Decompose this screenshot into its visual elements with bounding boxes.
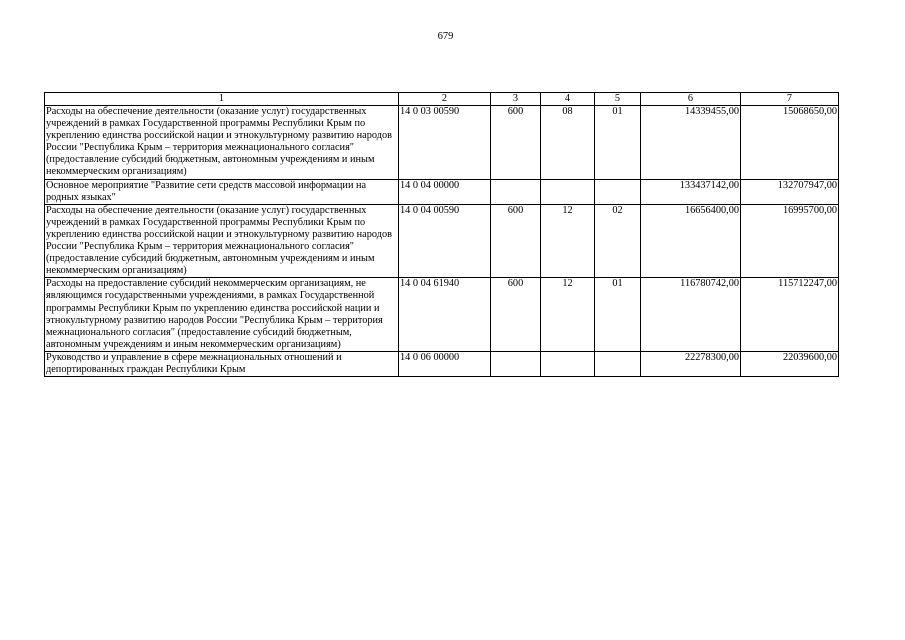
amount-col7: 115712247,00	[741, 278, 839, 352]
target-article-code: 14 0 04 61940	[399, 278, 491, 352]
expense-type-code	[491, 179, 541, 204]
table-row	[45, 351, 839, 376]
amount-col6: 22278300,00	[641, 351, 741, 376]
column-header: 7	[741, 93, 839, 106]
column-header: 5	[595, 93, 641, 106]
subsection-code	[595, 179, 641, 204]
table-row	[45, 204, 839, 278]
column-header: 6	[641, 93, 741, 106]
target-article-code: 14 0 04 00000	[399, 179, 491, 204]
column-header: 2	[399, 93, 491, 106]
table-row	[45, 278, 839, 352]
amount-col7: 15068650,00	[741, 106, 839, 180]
amount-col7: 16995700,00	[741, 204, 839, 278]
section-code	[541, 179, 595, 204]
amount-col6: 14339455,00	[641, 106, 741, 180]
budget-table	[44, 92, 839, 377]
expense-name: Основное мероприятие "Развитие сети средств массовой информации на родных языках"	[45, 179, 399, 204]
target-article-code: 14 0 04 00590	[399, 204, 491, 278]
column-header: 1	[45, 93, 399, 106]
expense-name: Расходы на обеспечение деятельности (оказание услуг) государственных учреждений в рамках Государственной программы Республики Крым по укреплению единства российской нации и этнокультурному развитию народов России "Республика Крым – территория межнационального согласия" (предоставление субсидий бюджетным, автономным учреждениям и иным некоммерческим организациям)	[45, 204, 399, 278]
table-row	[45, 106, 839, 180]
expense-name: Расходы на обеспечение деятельности (оказание услуг) государственных учреждений в рамках Государственной программы Республики Крым по укреплению единства российской нации и этнокультурному развитию народов России "Республика Крым – территория межнационального согласия" (предоставление субсидий бюджетным, автономным учреждениям и иным некоммерческим организациям)	[45, 106, 399, 180]
target-article-code: 14 0 03 00590	[399, 106, 491, 180]
expense-type-code: 600	[491, 106, 541, 180]
subsection-code	[595, 351, 641, 376]
subsection-code: 02	[595, 204, 641, 278]
page-number: 679	[437, 31, 454, 42]
table-row	[45, 179, 839, 204]
expense-name: Руководство и управление в сфере межнациональных отношений и депортированных граждан Республики Крым	[45, 351, 399, 376]
column-header: 4	[541, 93, 595, 106]
table-header-row	[45, 93, 839, 106]
amount-col7: 22039600,00	[741, 351, 839, 376]
section-code: 12	[541, 204, 595, 278]
amount-col6: 133437142,00	[641, 179, 741, 204]
subsection-code: 01	[595, 278, 641, 352]
expense-type-code: 600	[491, 278, 541, 352]
expense-type-code: 600	[491, 204, 541, 278]
subsection-code: 01	[595, 106, 641, 180]
amount-col7: 132707947,00	[741, 179, 839, 204]
column-header: 3	[491, 93, 541, 106]
expense-name: Расходы на предоставление субсидий некоммерческим организациям, не являющимся государственными учреждениями, в рамках Государственной программы Республики Крым по укреплению единства российской нации и этнокультурному развитию народов России "Республика Крым – территория межнационального согласия" (предоставление субсидий бюджетным, автономным учреждениям и иным некоммерческим организациям)	[45, 278, 399, 352]
expense-type-code	[491, 351, 541, 376]
target-article-code: 14 0 06 00000	[399, 351, 491, 376]
amount-col6: 16656400,00	[641, 204, 741, 278]
section-code: 08	[541, 106, 595, 180]
amount-col6: 116780742,00	[641, 278, 741, 352]
section-code	[541, 351, 595, 376]
section-code: 12	[541, 278, 595, 352]
